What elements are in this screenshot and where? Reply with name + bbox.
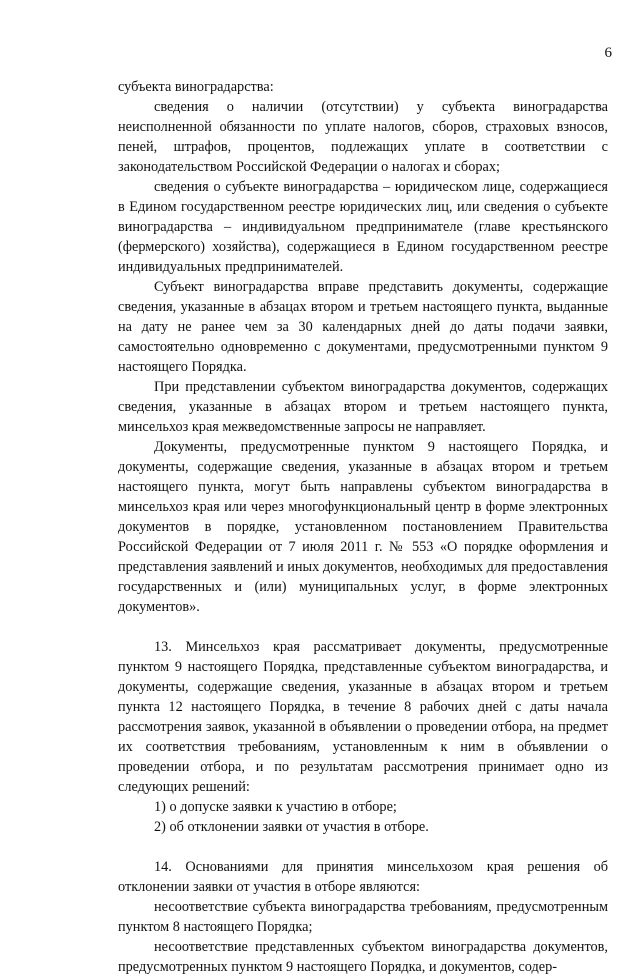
document-body <box>118 77 608 977</box>
paragraph: 14. Основаниями для принятия минсельхозом края решения об отклонении заявки от участия в отборе являются: <box>118 859 608 895</box>
paragraph: сведения о наличии (отсутствии) у субъекта виноградарства неисполненной обязанности по уплате налогов, сборов, страховых взносов, пеней, штрафов, процентов, подлежащих уплате в соответствии с законодательством Российской Федерации о налогах и сборах; <box>118 99 608 175</box>
paragraph: несоответствие представленных субъектом виноградарства документов, предусмотренных пунктом 9 настоящего Порядка, и документов, содер- <box>118 939 608 975</box>
paragraph: 1) о допуске заявки к участию в отборе; <box>154 799 397 815</box>
paragraph: субъекта виноградарства: <box>118 79 274 95</box>
paragraph: 13. Минсельхоз края рассматривает документы, предусмотренные пунктом 9 настоящего Порядка, представленные субъектом виноградарства, и документы, содержащие сведения, указанные в абзацах втором и третьем пункта 12 настоящего Порядка, в течение 8 рабочих дней с даты начала рассмотрения заявок, указанной в объявлении о проведении отбора, на предмет их соответствия требованиям, установленным к ним в объявлении о проведении отбора, и по результатам рассмотрения принимает одно из следующих решений: <box>118 639 608 795</box>
paragraph: сведения о субъекте виноградарства – юридическом лице, содержащиеся в Едином государственном реестре юридических лиц, или сведения о субъекте виноградарства – индивидуальном предпринимателе (главе крестьянского (фермерского) хозяйства), содержащиеся в Едином государственном реестре индивидуальных предпринимателей. <box>118 179 608 275</box>
page-number: 6 <box>604 45 612 61</box>
paragraph: Субъект виноградарства вправе представить документы, содержащие сведения, указанные в абзацах втором и третьем настоящего пункта, выданные на дату не ранее чем за 30 календарных дней до даты подачи заявки, самостоятельно одновременно с документами, предусмотренными пунктом 9 настоящего Порядка. <box>118 279 608 375</box>
paragraph: При представлении субъектом виноградарства документов, содержащих сведения, указанные в абзацах втором и третьем настоящего пункта, минсельхоз края межведомственные запросы не направляет. <box>118 379 608 435</box>
paragraph: Документы, предусмотренные пунктом 9 настоящего Порядка, и документы, содержащие сведения, указанные в абзацах втором и третьем настоящего пункта, могут быть направлены субъектом виноградарства в минсельхоз края или через многофункциональный центр в форме электронных документов в порядке, установленном постановлением Правительства Российской Федерации от 7 июля 2011 г. № 553 «О порядке оформления и представления заявлений и иных документов, необходимых для предоставления государственных и (или) муниципальных услуг, в форме электронных документов». <box>118 439 608 615</box>
paragraph: несоответствие субъекта виноградарства требованиям, предусмотренным пунктом 8 настоящего Порядка; <box>118 899 608 935</box>
paragraph: 2) об отклонении заявки от участия в отборе. <box>154 819 429 835</box>
